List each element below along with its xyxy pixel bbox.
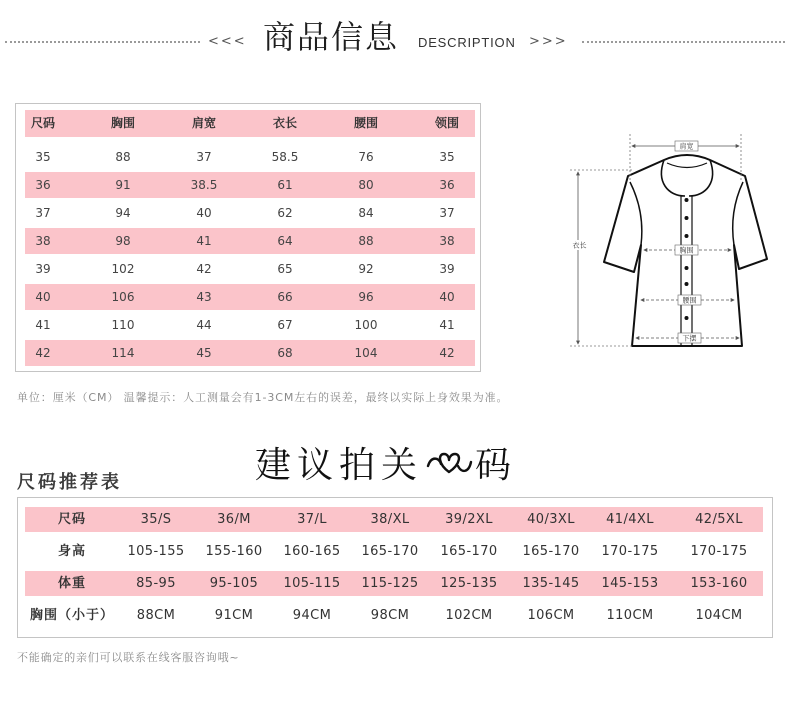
recommend-table-cell: 102CM — [445, 608, 493, 623]
hem-label: 下摆 — [682, 334, 697, 343]
size-table-cell: 94 — [115, 206, 131, 220]
size-table-cell: 102 — [111, 262, 135, 276]
recommend-table-cell: 165-170 — [440, 544, 498, 559]
recommend-table-header-cell: 40/3XL — [527, 512, 575, 527]
recommend-table-row — [25, 539, 763, 564]
size-table-row — [25, 284, 475, 310]
recommend-table-cell: 85-95 — [136, 576, 176, 591]
divider-dots-right — [582, 41, 785, 43]
recommend-table-cell: 153-160 — [690, 576, 748, 591]
recommend-table-cell: 91CM — [214, 608, 254, 623]
size-table-cell: 92 — [358, 262, 374, 276]
size-table-cell: 40 — [196, 206, 212, 220]
size-table-cell: 36 — [439, 178, 455, 192]
recommend-table-cell: 88CM — [136, 608, 176, 623]
size-table-cell: 38.5 — [190, 178, 218, 192]
recommend-table-cell: 170-175 — [601, 544, 659, 559]
length-label: 衣长 — [572, 241, 587, 250]
recommend-table-cell: 165-170 — [361, 544, 419, 559]
size-table-cell: 76 — [358, 150, 374, 164]
size-table-cell: 64 — [277, 234, 293, 248]
size-table-cell: 42 — [35, 346, 51, 360]
size-table-cell: 66 — [277, 290, 293, 304]
size-table-cell: 80 — [358, 178, 374, 192]
recommend-table-cell: 115-125 — [361, 576, 419, 591]
recommend-table-cell: 165-170 — [522, 544, 580, 559]
size-table-cell: 36 — [35, 178, 51, 192]
size-table-cell: 35 — [439, 150, 455, 164]
measurement-note: 单位：厘米（CM） 温馨提示：人工测量会有1-3CM左右的误差，最终以实际上身效果为准。 — [17, 391, 509, 404]
size-table-row — [25, 312, 475, 338]
recommend-table-header-cell: 38/XL — [370, 512, 410, 527]
size-table — [15, 103, 481, 372]
size-table-cell: 91 — [115, 178, 131, 192]
recommend-table-cell: 125-135 — [440, 576, 498, 591]
right-arrows: >>> — [529, 34, 568, 49]
size-table-cell: 37 — [35, 206, 51, 220]
size-table-cell: 42 — [196, 262, 212, 276]
size-table-cell: 67 — [277, 318, 293, 332]
size-table-cell: 42 — [439, 346, 455, 360]
size-suggestion-end: 码 — [475, 445, 512, 486]
recommend-table-cell: 104CM — [695, 608, 743, 623]
recommend-table-header-cell: 37/L — [297, 512, 327, 527]
size-table-row — [25, 172, 475, 198]
size-table-cell: 37 — [196, 150, 212, 164]
size-table-header-cell: 肩宽 — [191, 116, 216, 130]
chest-label: 胸围 — [679, 246, 694, 255]
recommend-table-header-cell: 41/4XL — [606, 512, 654, 527]
size-table-cell: 39 — [35, 262, 51, 276]
recommend-table-header-row — [25, 507, 763, 532]
heart-squiggle-icon — [424, 446, 474, 482]
size-table-cell: 40 — [439, 290, 455, 304]
size-table-header-cell: 胸围 — [110, 116, 135, 130]
size-table-cell: 100 — [354, 318, 378, 332]
recommend-table-header-cell: 尺码 — [57, 512, 86, 527]
waist-label: 腰围 — [682, 296, 697, 305]
size-table-cell: 88 — [115, 150, 131, 164]
size-table-cell: 39 — [439, 262, 455, 276]
recommend-table-cell: 110CM — [606, 608, 654, 623]
recommend-table-cell: 胸围（小于） — [29, 608, 114, 623]
page-subtitle: DESCRIPTION — [418, 35, 516, 50]
footer-note: 不能确定的亲们可以联系在线客服咨询哦~ — [17, 651, 240, 664]
size-table-row — [25, 228, 475, 254]
recommend-table-cell: 身高 — [57, 544, 86, 559]
recommend-table-row — [25, 571, 763, 596]
size-table-cell: 104 — [354, 346, 378, 360]
recommend-table-header-cell: 42/5XL — [695, 512, 743, 527]
recommend-table-header-cell: 36/M — [217, 512, 251, 527]
size-table-cell: 65 — [277, 262, 293, 276]
size-suggestion-text: 建议拍关 — [255, 445, 424, 486]
size-table-cell: 58.5 — [271, 150, 299, 164]
size-table-row — [25, 200, 475, 226]
recommend-table-row — [25, 603, 763, 628]
size-table-header-cell: 尺码 — [30, 116, 55, 130]
size-table-cell: 38 — [35, 234, 51, 248]
recommend-table-cell: 94CM — [292, 608, 332, 623]
recommend-table-cell: 体重 — [57, 576, 86, 591]
size-table-cell: 38 — [439, 234, 455, 248]
page-title: 商品信息 — [263, 18, 400, 56]
size-table-row — [25, 144, 475, 170]
left-arrows: <<< — [208, 34, 247, 49]
size-table-cell: 114 — [111, 346, 135, 360]
recommend-table-cell: 170-175 — [690, 544, 748, 559]
recommend-table-cell: 160-165 — [283, 544, 341, 559]
recommend-table-cell: 95-105 — [209, 576, 259, 591]
size-table-header-cell: 衣长 — [272, 116, 297, 130]
size-table-cell: 98 — [115, 234, 131, 248]
shirt-measurement-diagram — [560, 128, 770, 358]
size-table-cell: 37 — [439, 206, 455, 220]
size-table-cell: 41 — [35, 318, 51, 332]
size-table-cell: 40 — [35, 290, 51, 304]
recommend-table-cell: 106CM — [527, 608, 575, 623]
recommend-table-cell: 155-160 — [205, 544, 263, 559]
size-table-cell: 84 — [358, 206, 374, 220]
size-table-row — [25, 340, 475, 366]
recommend-table-cell: 98CM — [370, 608, 410, 623]
size-table-cell: 44 — [196, 318, 212, 332]
size-table-cell: 35 — [35, 150, 51, 164]
size-table-cell: 110 — [111, 318, 135, 332]
recommend-table-title: 尺码推荐表 — [17, 472, 122, 493]
size-table-cell: 45 — [196, 346, 212, 360]
recommend-table-header-cell: 39/2XL — [445, 512, 493, 527]
size-table-header-cell: 领围 — [434, 116, 459, 130]
size-table-header-row — [25, 110, 475, 137]
size-table-cell: 43 — [196, 290, 212, 304]
recommend-table-cell: 145-153 — [601, 576, 659, 591]
size-table-cell: 106 — [111, 290, 135, 304]
size-table-cell: 61 — [277, 178, 293, 192]
shoulder-label: 肩宽 — [679, 142, 694, 151]
size-table-cell: 96 — [358, 290, 374, 304]
recommend-table-cell: 105-155 — [127, 544, 185, 559]
recommend-table-cell: 135-145 — [522, 576, 580, 591]
recommend-table — [17, 497, 773, 638]
recommend-table-header-cell: 35/S — [140, 512, 172, 527]
size-table-row — [25, 256, 475, 282]
size-table-cell: 41 — [196, 234, 212, 248]
size-table-cell: 41 — [439, 318, 455, 332]
divider-dots-left — [5, 41, 200, 43]
size-table-cell: 88 — [358, 234, 374, 248]
recommend-table-cell: 105-115 — [283, 576, 341, 591]
size-table-cell: 68 — [277, 346, 293, 360]
size-table-cell: 62 — [277, 206, 293, 220]
size-table-header-cell: 腰围 — [353, 116, 378, 130]
